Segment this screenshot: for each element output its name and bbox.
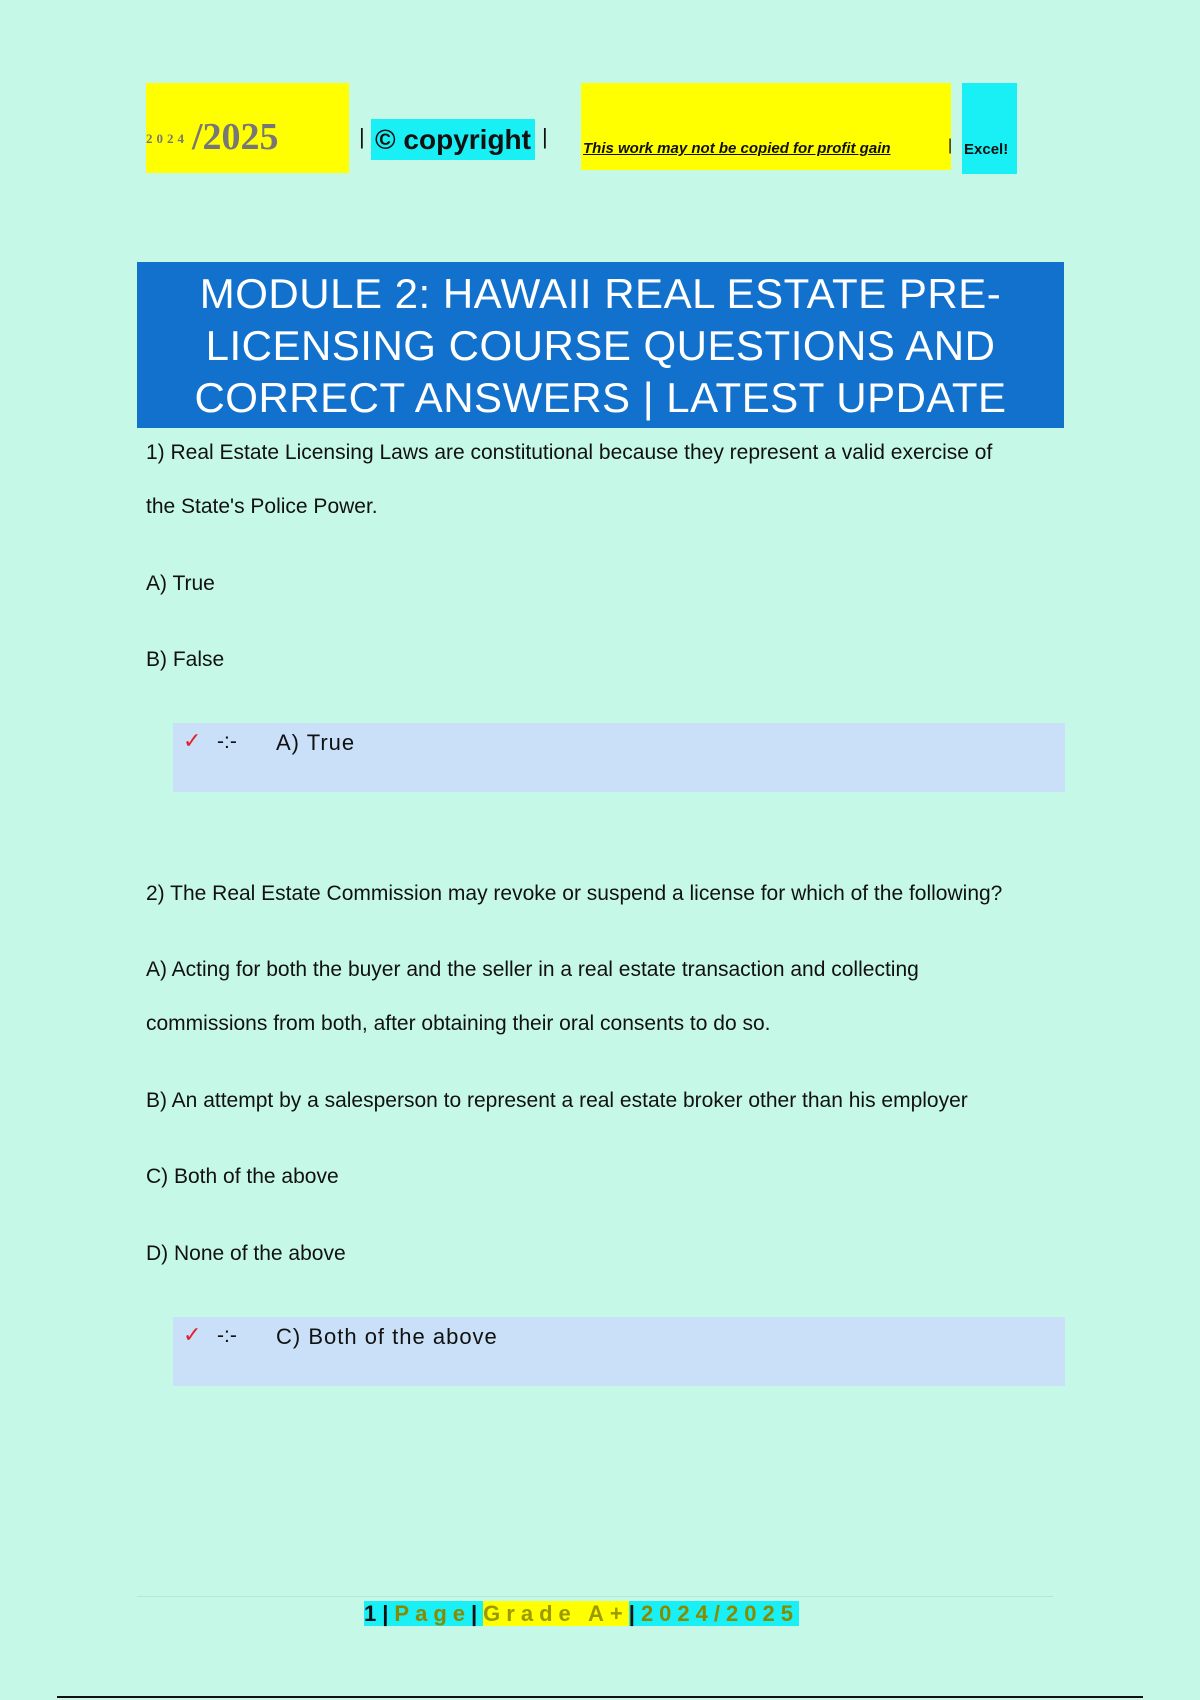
question-2-option: B) An attempt by a salesperson to represent a real estate broker other than his employer — [146, 1089, 968, 1112]
footer-year: 2024/2025 — [640, 1601, 799, 1626]
question-2-answer — [173, 1317, 1065, 1386]
question-2-option: D) None of the above — [146, 1242, 346, 1265]
header-separator: | — [359, 124, 365, 149]
copyright-label: © copyright — [371, 119, 535, 160]
question-1-option: B) False — [146, 648, 225, 671]
answer-separator: -:- — [217, 730, 237, 753]
title-line: LICENSING COURSE QUESTIONS AND — [205, 322, 996, 369]
year-big-text: /2025 — [192, 116, 279, 158]
grade-label: Grade A+ — [483, 1601, 629, 1626]
footer-separator: | — [382, 1601, 395, 1626]
title-line: MODULE 2: HAWAII REAL ESTATE PRE- — [199, 270, 1002, 317]
page-number: 1 — [364, 1601, 383, 1626]
page-title — [137, 262, 1064, 428]
excel-highlight-box — [962, 83, 1017, 174]
header-separator: | — [542, 124, 548, 149]
question-1-text-cont: the State's Police Power. — [146, 495, 378, 518]
excel-label: Excel! — [964, 141, 1009, 158]
checkmark-icon: ✓ — [183, 728, 202, 753]
answer-separator: -:- — [217, 1324, 237, 1347]
bottom-rule — [57, 1696, 1143, 1698]
question-2-option-cont: commissions from both, after obtaining their oral consents to do so. — [146, 1012, 771, 1035]
header-separator: | — [948, 137, 953, 154]
title-line: CORRECT ANSWERS | LATEST UPDATE — [194, 374, 1007, 421]
question-1-answer — [173, 723, 1065, 792]
footer-divider — [137, 1596, 1053, 1597]
question-2-option: C) Both of the above — [146, 1165, 339, 1188]
page-label: Page — [394, 1601, 471, 1626]
answer-text: C) Both of the above — [276, 1324, 498, 1349]
year-highlight-box — [146, 83, 349, 173]
question-1-text: 1) Real Estate Licensing Laws are constitutional because they represent a valid exercise of — [146, 441, 993, 464]
copy-notice-text: This work may not be copied for profit gain — [583, 140, 891, 157]
answer-text: A) True — [276, 730, 356, 755]
year-small-text: 2024 — [146, 131, 188, 146]
checkmark-icon: ✓ — [183, 1322, 202, 1347]
question-1-option: A) True — [146, 572, 215, 595]
question-2-text: 2) The Real Estate Commission may revoke or suspend a license for which of the following? — [146, 882, 1003, 905]
footer-separator: | — [471, 1601, 484, 1626]
footer-separator: | — [628, 1601, 641, 1626]
question-2-option: A) Acting for both the buyer and the seller in a real estate transaction and collecting — [146, 958, 919, 981]
page-footer — [364, 1600, 799, 1628]
